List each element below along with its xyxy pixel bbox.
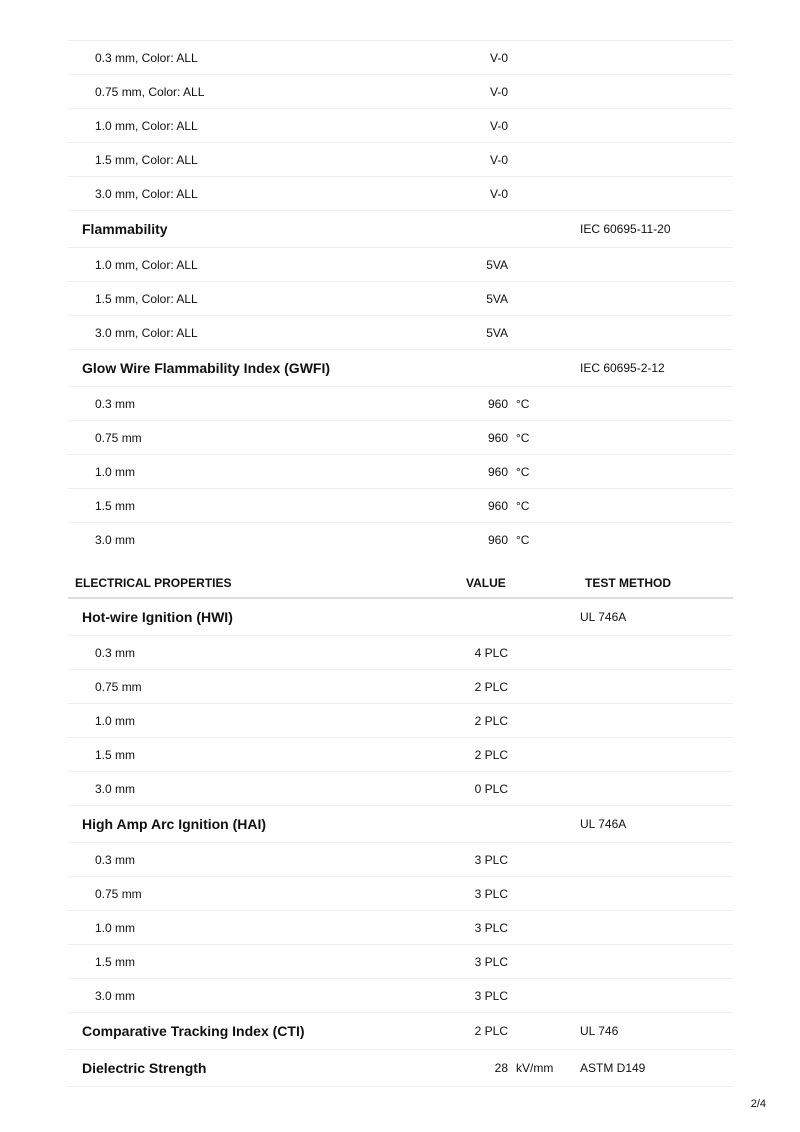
row-value: 960	[487, 396, 508, 411]
row-label: 3.0 mm	[95, 988, 136, 1003]
row-value: 960	[487, 430, 508, 445]
row-label: 0.75 mm	[95, 679, 142, 694]
property-group-flammability	[68, 210, 733, 247]
row-value: 3 PLC	[474, 886, 508, 901]
property-group-dielectric-strength	[68, 1049, 733, 1087]
table-row	[68, 771, 733, 805]
row-value: 0 PLC	[474, 781, 508, 796]
datasheet-page	[68, 40, 733, 1087]
test-method: ASTM D149	[580, 1061, 646, 1075]
table-row	[68, 635, 733, 669]
row-value: 2 PLC	[474, 747, 508, 762]
table-row	[68, 978, 733, 1012]
row-label: 3.0 mm	[95, 532, 136, 547]
row-unit: °C	[516, 396, 530, 411]
row-label: 1.0 mm, Color: ALL	[95, 118, 198, 133]
row-value: 3 PLC	[474, 954, 508, 969]
row-value: 2 PLC	[474, 713, 508, 728]
row-value: 5VA	[486, 257, 508, 272]
property-title: Dielectric Strength	[82, 1060, 207, 1076]
table-row	[68, 281, 733, 315]
property-group-gwfi	[68, 349, 733, 386]
table-row	[68, 876, 733, 910]
row-label: 1.5 mm, Color: ALL	[95, 291, 198, 306]
table-row	[68, 910, 733, 944]
value-column-header: VALUE	[466, 576, 506, 590]
test-method: UL 746A	[580, 610, 627, 624]
row-unit: °C	[516, 532, 530, 547]
row-value: 5VA	[486, 325, 508, 340]
table-row	[68, 669, 733, 703]
electrical-properties-header	[68, 556, 733, 599]
page-number: 2/4	[750, 1098, 766, 1110]
row-unit: kV/mm	[516, 1061, 554, 1075]
property-group-hai	[68, 805, 733, 842]
row-value: 2 PLC	[474, 679, 508, 694]
table-row	[68, 420, 733, 454]
table-row	[68, 40, 733, 74]
table-row	[68, 176, 733, 210]
table-row	[68, 247, 733, 281]
test-method: IEC 60695-11-20	[580, 222, 671, 236]
row-unit: °C	[516, 430, 530, 445]
table-row	[68, 944, 733, 978]
row-unit: °C	[516, 464, 530, 479]
property-title: Hot-wire Ignition (HWI)	[82, 609, 233, 625]
property-group-hwi	[68, 599, 733, 635]
row-label: 1.0 mm	[95, 713, 136, 728]
row-label: 0.3 mm	[95, 852, 136, 867]
table-row	[68, 108, 733, 142]
section-title: ELECTRICAL PROPERTIES	[75, 576, 232, 590]
row-value: 960	[487, 498, 508, 513]
property-title: Glow Wire Flammability Index (GWFI)	[82, 360, 331, 376]
row-label: 1.5 mm	[95, 954, 136, 969]
row-label: 3.0 mm, Color: ALL	[95, 325, 198, 340]
row-value: V-0	[489, 84, 508, 99]
row-label: 0.3 mm	[95, 645, 136, 660]
table-row	[68, 74, 733, 108]
row-value: 4 PLC	[474, 645, 508, 660]
table-row	[68, 315, 733, 349]
table-row	[68, 386, 733, 420]
row-unit: °C	[516, 498, 530, 513]
table-row	[68, 142, 733, 176]
row-label: 0.75 mm	[95, 886, 142, 901]
row-value: 3 PLC	[474, 852, 508, 867]
row-label: 3.0 mm	[95, 781, 136, 796]
row-label: 0.75 mm	[95, 430, 142, 445]
row-label: 1.0 mm	[95, 920, 136, 935]
row-label: 1.5 mm	[95, 498, 136, 513]
row-value: 3 PLC	[474, 920, 508, 935]
test-method: UL 746A	[580, 817, 627, 831]
table-row	[68, 842, 733, 876]
row-label: 0.3 mm	[95, 396, 136, 411]
row-label: 1.5 mm, Color: ALL	[95, 152, 198, 167]
row-value: V-0	[489, 50, 508, 65]
row-value: V-0	[489, 118, 508, 133]
property-title: Flammability	[82, 221, 168, 237]
row-label: 1.0 mm	[95, 464, 136, 479]
row-label: 0.3 mm, Color: ALL	[95, 50, 198, 65]
row-value: 5VA	[486, 291, 508, 306]
row-value: 3 PLC	[474, 988, 508, 1003]
row-value: V-0	[489, 152, 508, 167]
row-label: 1.0 mm, Color: ALL	[95, 257, 198, 272]
row-value: 960	[487, 464, 508, 479]
property-group-cti	[68, 1012, 733, 1049]
row-value: 2 PLC	[474, 1024, 508, 1038]
row-label: 0.75 mm, Color: ALL	[95, 84, 205, 99]
table-row	[68, 522, 733, 556]
table-row	[68, 703, 733, 737]
test-method-column-header: TEST METHOD	[585, 576, 671, 590]
test-method: UL 746	[580, 1024, 619, 1038]
table-row	[68, 454, 733, 488]
row-label: 3.0 mm, Color: ALL	[95, 186, 198, 201]
row-value: V-0	[489, 186, 508, 201]
row-label: 1.5 mm	[95, 747, 136, 762]
table-row	[68, 488, 733, 522]
test-method: IEC 60695-2-12	[580, 361, 665, 375]
property-title: High Amp Arc Ignition (HAI)	[82, 816, 267, 832]
row-value: 960	[487, 532, 508, 547]
row-value: 28	[494, 1061, 508, 1075]
table-row	[68, 737, 733, 771]
property-title: Comparative Tracking Index (CTI)	[82, 1023, 305, 1039]
